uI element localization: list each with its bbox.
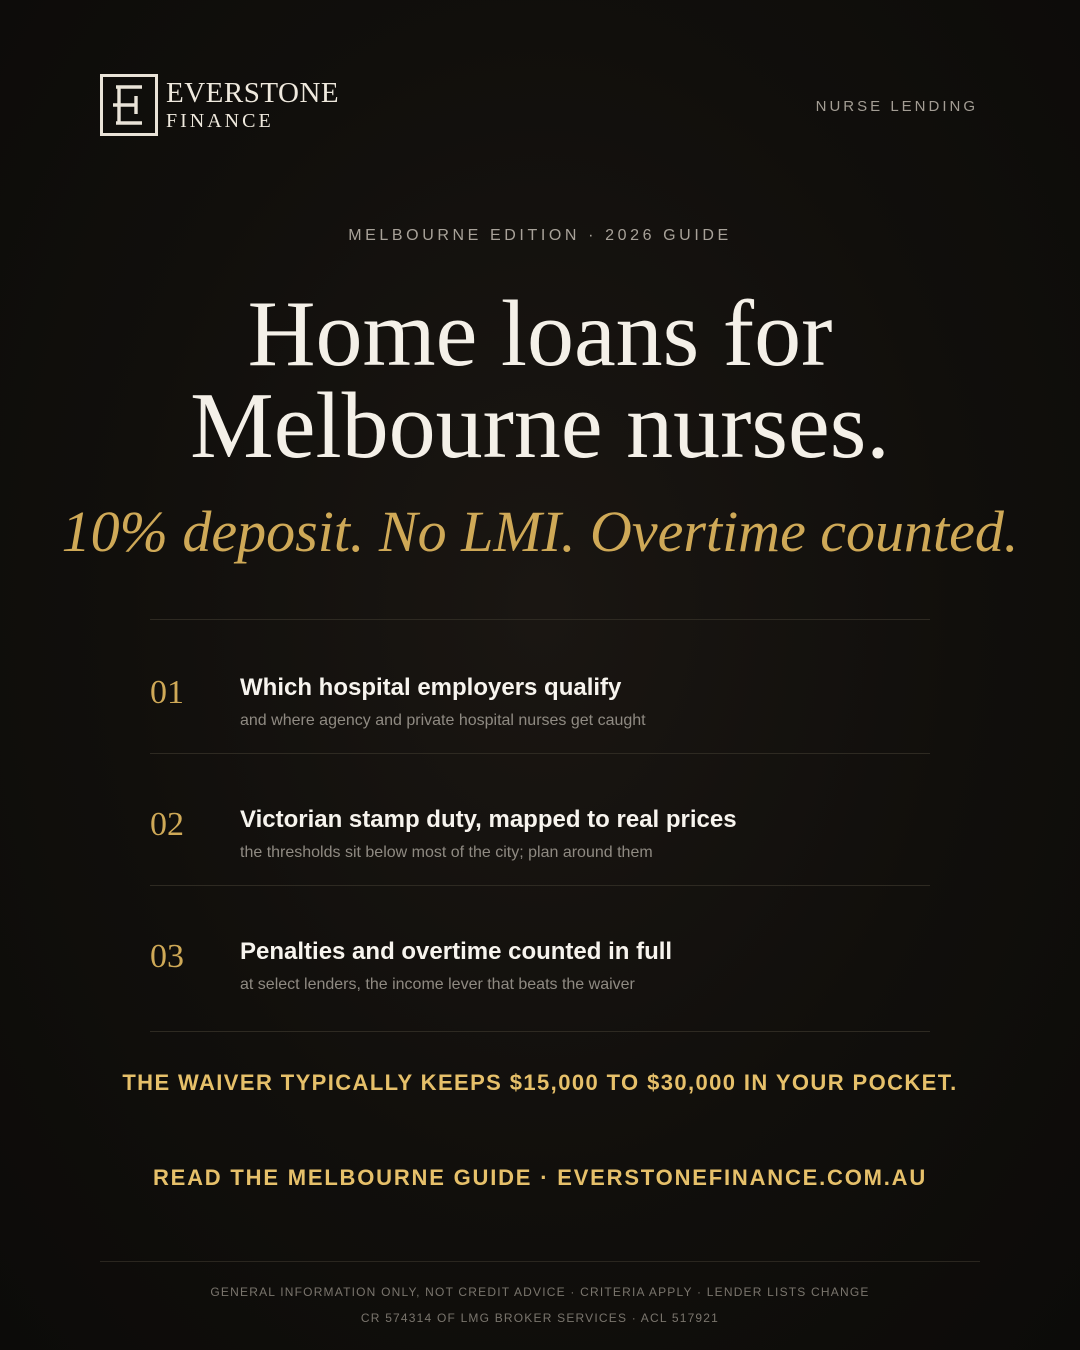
headline-line1: Home loans for: [247, 282, 833, 386]
headline-line2: Melbourne nurses.: [190, 374, 890, 478]
subheadline: 10% deposit. No LMI. Overtime counted.: [61, 499, 1019, 564]
brand-wordmark: [166, 79, 339, 131]
divider: [150, 619, 930, 620]
divider: [150, 753, 930, 754]
disclaimer-line2: CR 574314 OF LMG BROKER SERVICES · ACL 517921: [360, 1311, 720, 1325]
item-subtitle: and where agency and private hospital nurses get caught: [240, 712, 646, 729]
item-title: Penalties and overtime counted in full: [240, 938, 673, 965]
guide-cta-link[interactable]: READ THE MELBOURNE GUIDE · EVERSTONEFINANCE.COM.AU: [152, 1165, 928, 1190]
savings-callout: THE WAIVER TYPICALLY KEEPS $15,000 TO $30,000 IN YOUR POCKET.: [122, 1070, 958, 1095]
brand-name-line2: FINANCE: [166, 110, 274, 132]
brand-logo: [100, 74, 339, 136]
item-subtitle: at select lenders, the income lever that beats the waiver: [240, 976, 635, 993]
disclaimer-line1: GENERAL INFORMATION ONLY, NOT CREDIT ADVICE · CRITERIA APPLY · LENDER LISTS CHANGE: [210, 1285, 870, 1299]
header-tag: NURSE LENDING: [815, 98, 978, 115]
headline: [0, 282, 1080, 478]
item-number: 03: [150, 938, 184, 975]
divider: [150, 885, 930, 886]
edition-label: MELBOURNE EDITION · 2026 GUIDE: [348, 227, 732, 244]
footer-divider: [100, 1261, 980, 1262]
divider: [150, 1031, 930, 1032]
item-subtitle: the thresholds sit below most of the city; plan around them: [240, 844, 653, 861]
item-title: Which hospital employers qualify: [240, 674, 622, 701]
item-number: 01: [150, 674, 184, 711]
brand-name-line1: EVERSTONE: [166, 77, 340, 109]
item-number: 02: [150, 806, 184, 843]
item-title: Victorian stamp duty, mapped to real prices: [240, 806, 737, 833]
ef-monogram-icon: [100, 74, 158, 136]
